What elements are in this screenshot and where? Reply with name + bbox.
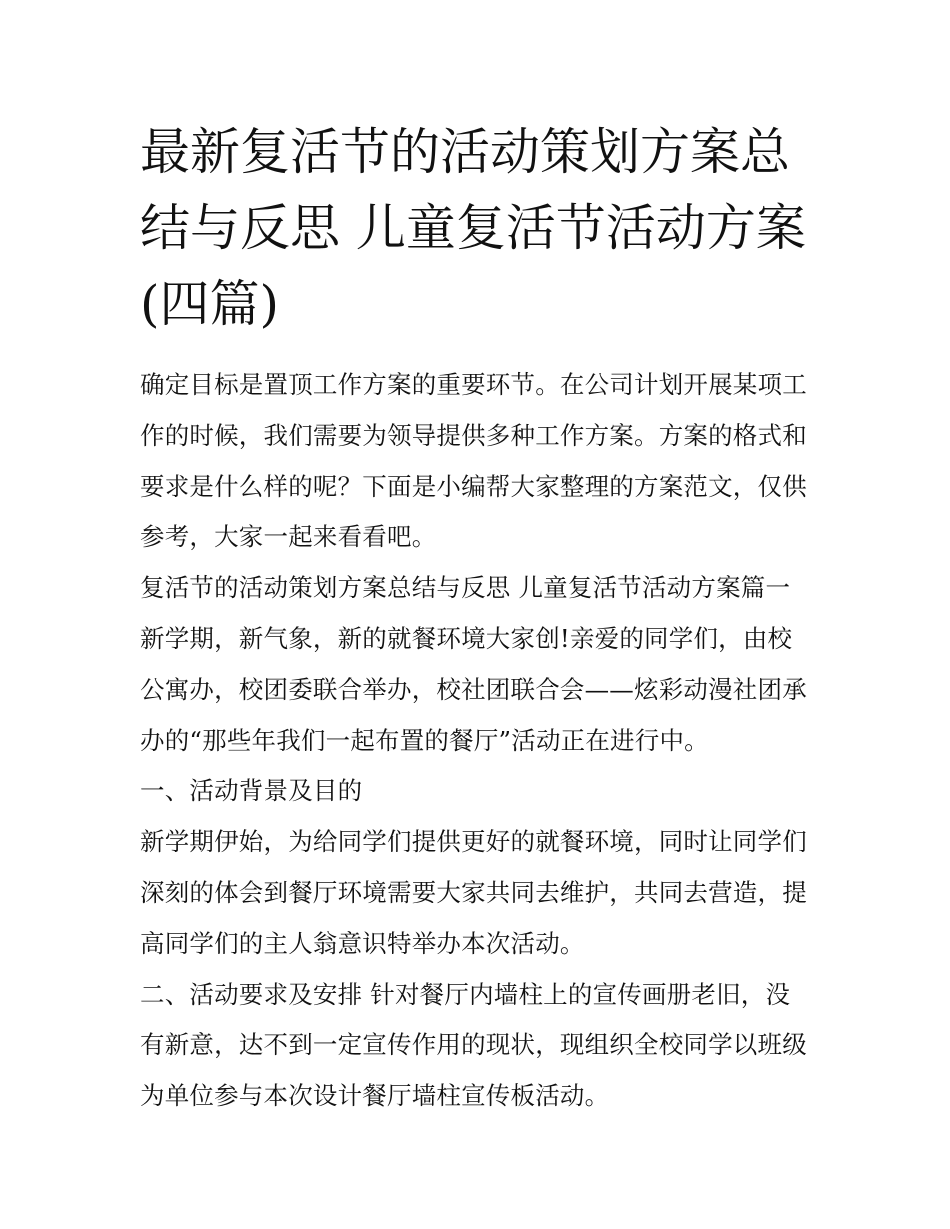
document-title (140, 114, 840, 342)
intro-line: 参考，大家一起来看看吧。 (140, 522, 437, 552)
paragraph-line: 新学期，新气象，新的就餐环境大家创!亲爱的同学们，由校 (140, 623, 793, 653)
paragraph-line: 为单位参与本次设计餐厅墙柱宣传板活动。 (140, 1081, 610, 1111)
paragraph-line: 高同学们的主人翁意识特举办本次活动。 (140, 928, 585, 958)
paragraph-line: 有新意，达不到一定宣传作用的现状，现组织全校同学以班级 (140, 1030, 807, 1060)
intro-line: 要求是什么样的呢？下面是小编帮大家整理的方案范文，仅供 (140, 471, 807, 501)
intro-line: 确定目标是置顶工作方案的重要环节。在公司计划开展某项工 (140, 370, 807, 399)
section-heading: 复活节的活动策划方案总结与反思 儿童复活节活动方案篇一 (140, 573, 791, 603)
title-line: 最新复活节的活动策划方案总 (140, 123, 790, 181)
paragraph-line: 深刻的体会到餐厅环境需要大家共同去维护，共同去营造，提 (140, 877, 807, 907)
subsection-heading: 二、活动要求及安排 针对餐厅内墙柱上的宣传画册老旧，没 (140, 979, 791, 1009)
subsection-heading: 一、活动背景及目的 (140, 776, 363, 806)
paragraph-line: 新学期伊始，为给同学们提供更好的就餐环境，同时让同学们 (140, 827, 807, 857)
title-line: (四篇) (140, 275, 280, 333)
paragraph-line: 公寓办，校团委联合举办，校社团联合会——炫彩动漫社团承 (140, 674, 807, 704)
paragraph-line: 办的“那些年我们一起布置的餐厅”活动正在进行中。 (140, 725, 709, 755)
intro-line: 作的时候，我们需要为领导提供多种工作方案。方案的格式和 (140, 420, 807, 450)
title-line: 结与反思 儿童复活节活动方案 (140, 199, 806, 257)
document-body (140, 360, 830, 1122)
